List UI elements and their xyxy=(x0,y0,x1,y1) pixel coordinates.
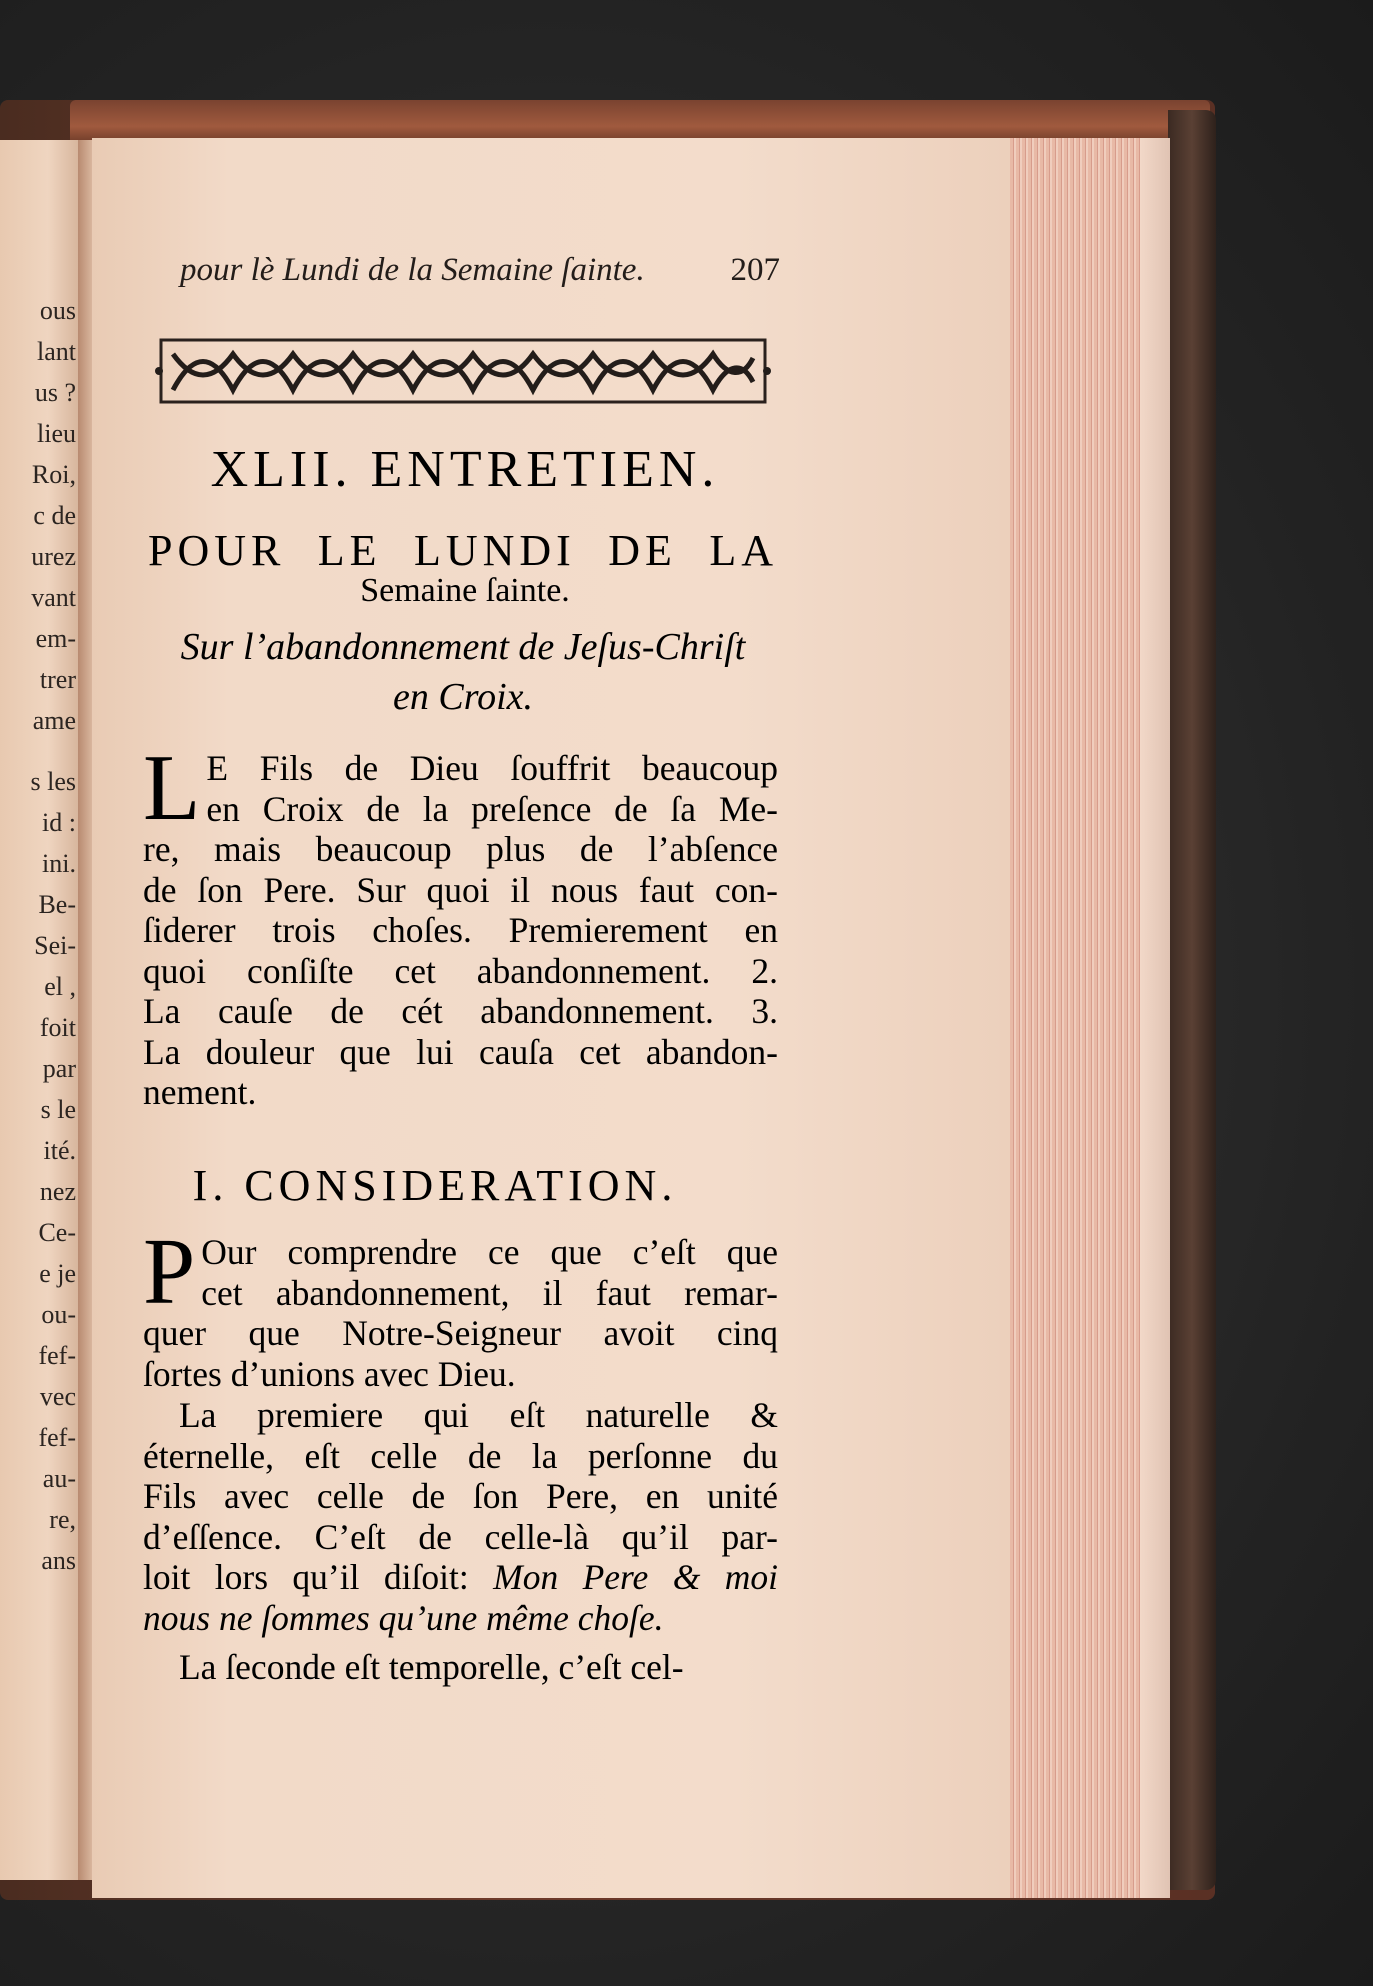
left-page-line: vant xyxy=(31,583,76,612)
left-page-line: em- xyxy=(35,624,76,653)
section-title: I. CONSIDERATION. xyxy=(192,1161,678,1210)
page-number: 207 xyxy=(730,252,780,288)
left-page-line: ou- xyxy=(41,1300,76,1329)
left-page-line: au- xyxy=(42,1464,76,1493)
italic-quote: Mon Pere & moi xyxy=(493,1557,779,1597)
left-page-line: s les xyxy=(30,767,76,796)
left-page-line: ité. xyxy=(43,1136,76,1165)
drop-cap: L xyxy=(143,736,201,840)
left-page-line: lieu xyxy=(37,419,76,448)
text-line-italic: nous ne ſommes qu’une même choſe. xyxy=(143,1597,664,1638)
text-line: ſiderer trois choſes. Premierement en xyxy=(143,910,778,950)
subtitle-line-2: en Croix. xyxy=(392,676,533,718)
left-page-line: vec xyxy=(39,1382,76,1411)
ornament-band-icon xyxy=(153,332,773,410)
text-line: E Fils de Dieu ſouffrit beaucoup xyxy=(206,748,778,788)
page-fore-edge xyxy=(1010,138,1160,1898)
text-line: Our comprendre ce que c’eſt que xyxy=(201,1232,778,1272)
left-page-line: lant xyxy=(37,337,76,366)
left-page-line: ame xyxy=(32,706,76,735)
left-page-line: e je xyxy=(39,1259,76,1288)
text-line: La premiere qui eſt naturelle & xyxy=(179,1395,778,1435)
left-page-gap xyxy=(0,741,80,761)
left-page-line: re, xyxy=(49,1505,76,1534)
body-paragraph-1 xyxy=(143,1220,778,1394)
left-page-line: trer xyxy=(39,665,76,694)
body-paragraph-2 xyxy=(143,1395,778,1638)
body-paragraph-3 xyxy=(143,1647,778,1688)
text-run: loit lors qu’il diſoit: xyxy=(143,1557,469,1597)
left-page-line: par xyxy=(42,1054,76,1083)
left-page xyxy=(0,140,80,1880)
running-head-text: pour lè Lundi de la Semaine ſainte. xyxy=(180,252,645,288)
text-line: quoi conſiſte cet abandonnement. 2. xyxy=(143,950,778,991)
left-page-text xyxy=(0,290,80,1581)
text-line: re, mais beaucoup plus de l’abſence xyxy=(143,829,778,869)
text-line: éternelle, eſt celle de la perſonne du xyxy=(143,1435,778,1476)
subtitle-line-1: Sur l’abandonnement de Jeſus-Chriſt xyxy=(180,626,746,668)
running-head xyxy=(180,252,780,289)
left-page-line: Roi, xyxy=(31,460,76,489)
chapter-heading: POUR LE LUNDI DE LA xyxy=(148,526,778,575)
left-page-line: Sei- xyxy=(34,931,76,960)
text-line-with-italic xyxy=(143,1557,778,1598)
intro-paragraph xyxy=(143,736,778,1113)
left-page-line: id : xyxy=(42,808,76,837)
book-board-edge xyxy=(1168,110,1216,1890)
text-line: La douleur que lui cauſa cet abandon- xyxy=(143,1031,778,1072)
left-page-line: nez xyxy=(39,1177,76,1206)
text-line: quer que Notre-Seigneur avoit cinq xyxy=(143,1313,778,1353)
left-page-line: ous xyxy=(39,296,76,325)
left-page-line: us ? xyxy=(34,378,76,407)
left-page-line: c de xyxy=(33,501,76,530)
chapter-title: XLII. ENTRETIEN. xyxy=(210,441,720,498)
chapter-subtitle xyxy=(148,622,778,722)
chapter-heading-line2: Semaine ſainte. xyxy=(360,572,570,609)
text-line: de ſon Pere. Sur quoi il nous faut con- xyxy=(143,869,778,910)
left-page-line: ini. xyxy=(42,849,76,878)
drop-cap: P xyxy=(143,1220,196,1324)
text-line: La cauſe de cét abandonnement. 3. xyxy=(143,991,778,1031)
text-line: ſortes d’unions avec Dieu. xyxy=(143,1353,516,1394)
text-line: d’eſſence. C’eſt de celle-là qu’il par- xyxy=(143,1516,778,1557)
text-line: La ſeconde eſt temporelle, c’eſt cel- xyxy=(179,1647,684,1687)
left-page-line: Ce- xyxy=(38,1218,76,1247)
page-fore-edge-shade xyxy=(1140,138,1170,1898)
text-line: nement. xyxy=(143,1072,257,1112)
text-line: Fils avec celle de ſon Pere, en unité xyxy=(143,1476,778,1516)
text-line: en Croix de la preſence de ſa Me- xyxy=(206,788,778,829)
left-page-line: foit xyxy=(39,1013,76,1042)
left-page-line: fef- xyxy=(38,1341,76,1370)
left-page-line: s le xyxy=(40,1095,76,1124)
left-page-line: ans xyxy=(41,1546,76,1575)
text-line: cet abandonnement, il faut remar- xyxy=(201,1272,778,1313)
left-page-line: fef- xyxy=(38,1423,76,1452)
left-page-line: el , xyxy=(44,972,76,1001)
left-page-line: urez xyxy=(31,542,76,571)
left-page-line: Be- xyxy=(38,890,76,919)
